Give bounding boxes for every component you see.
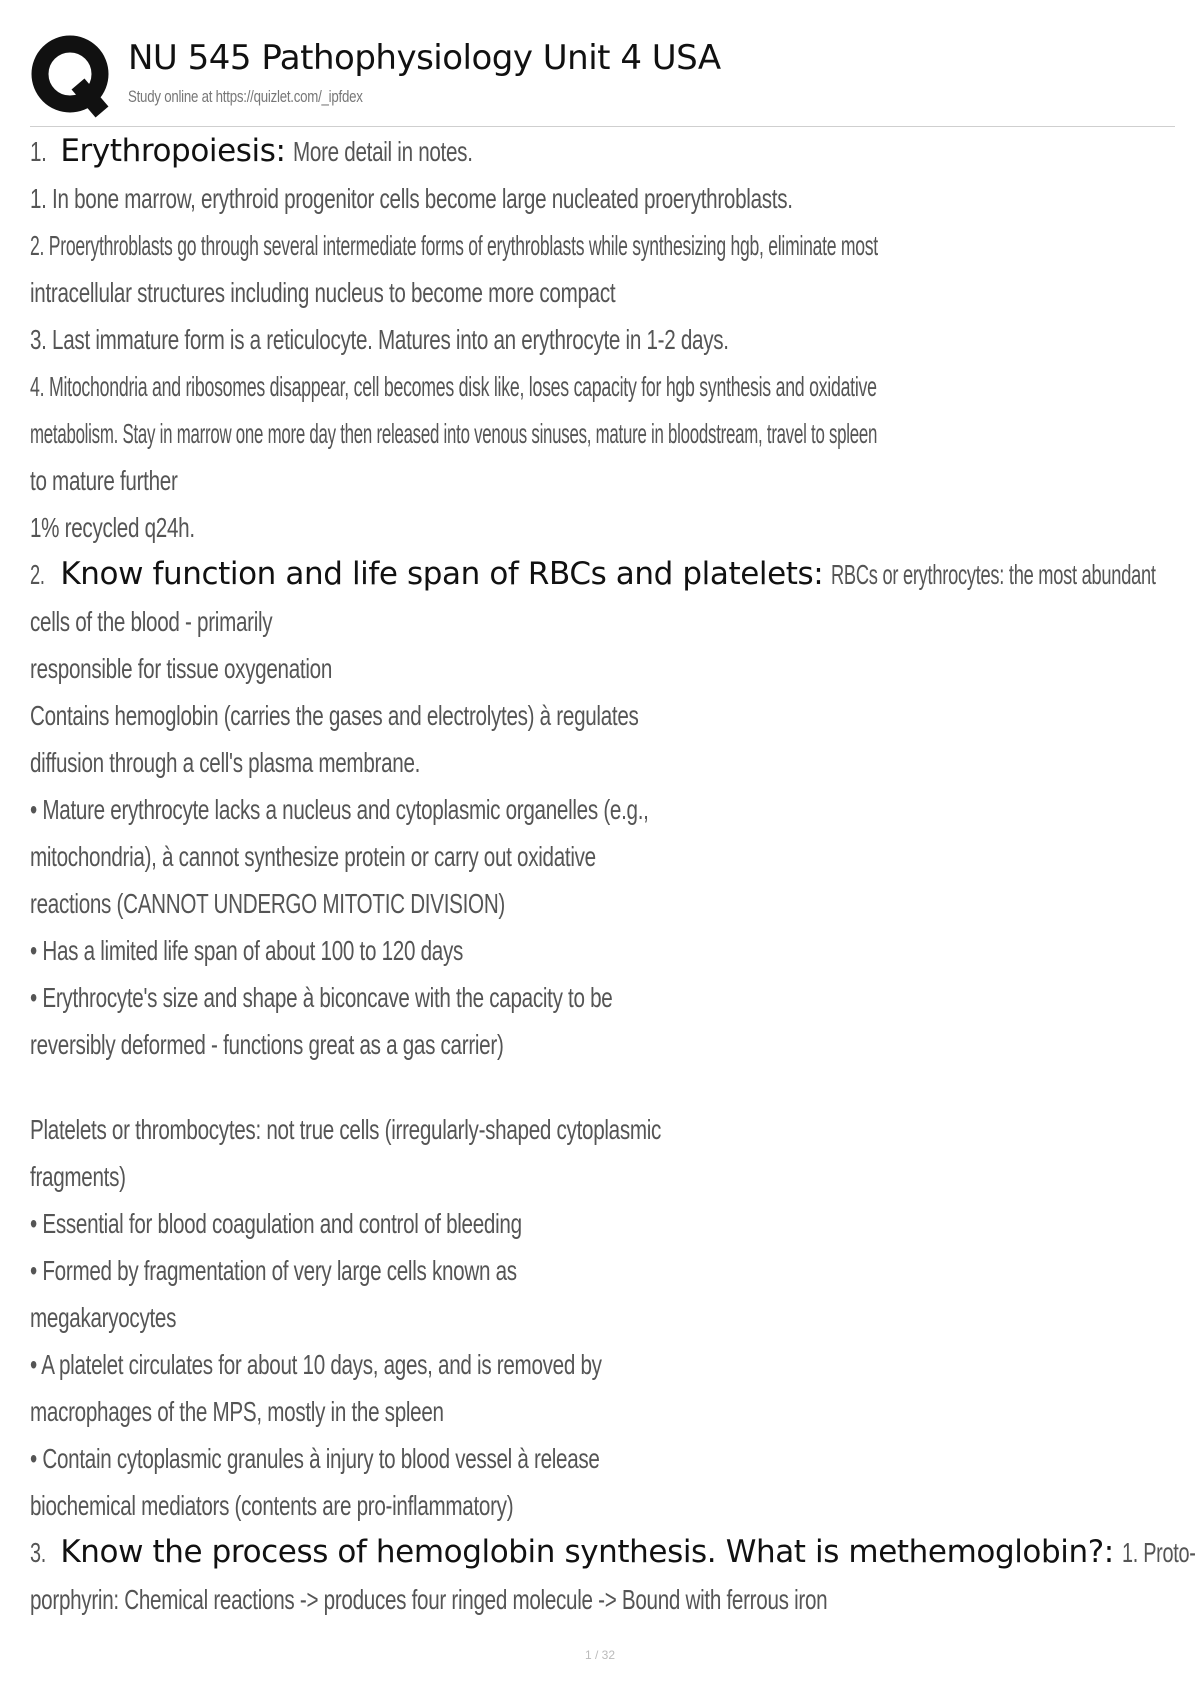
entry-erythropoiesis: [30, 128, 1180, 551]
entry-rbc-platelets: [30, 551, 1180, 1529]
entry-line: metabolism. Stay in marrow one more day then released into venous sinuses, mature in bloodstream, travel to spleen: [30, 418, 878, 449]
flashcard-content: [30, 128, 1196, 1623]
entry-line: • A platelet circulates for about 10 days, ages, and is removed by: [30, 1349, 602, 1380]
entry-line: 4. Mitochondria and ribosomes disappear, cell becomes disk like, loses capacity for hgb synthesis and oxidative: [30, 371, 877, 402]
entry-line: Platelets or thrombocytes: not true cells (irregularly-shaped cytoplasmic: [30, 1114, 662, 1145]
study-online-link[interactable]: Study online at https://quizlet.com/_ipfdex: [128, 87, 363, 106]
entry-hemoglobin-synthesis: [30, 1529, 1196, 1623]
entry-text: RBCs or erythrocytes: the most abundant: [831, 559, 1156, 590]
entry-term: Know function and life span of RBCs and platelets:: [60, 556, 824, 592]
entry-line: 1% recycled q24h.: [30, 512, 195, 543]
entry-line: biochemical mediators (contents are pro-inflammatory): [30, 1490, 514, 1521]
entry-line: responsible for tissue oxygenation: [30, 653, 332, 684]
entry-heading-line: [30, 128, 1180, 175]
entry-line: • Essential for blood coagulation and control of bleeding: [30, 1208, 522, 1239]
entry-line: Contains hemoglobin (carries the gases and electrolytes) à regulates: [30, 700, 639, 731]
entry-number: 1.: [30, 136, 47, 167]
entry-line: 1. In bone marrow, erythroid progenitor cells become large nucleated proerythroblasts.: [30, 183, 793, 214]
entry-line: 3. Last immature form is a reticulocyte. Matures into an erythrocyte in 1-2 days.: [30, 324, 729, 355]
entry-line: • Erythrocyte's size and shape à biconcave with the capacity to be: [30, 982, 613, 1013]
entry-line: fragments): [30, 1161, 126, 1192]
entry-line: to mature further: [30, 465, 178, 496]
entry-line: 2. Proerythroblasts go through several intermediate forms of erythroblasts while synthesizing hgb, eliminate most: [30, 230, 878, 261]
entry-line: megakaryocytes: [30, 1302, 177, 1333]
entry-text: More detail in notes.: [293, 136, 473, 167]
entry-line: cells of the blood - primarily: [30, 606, 273, 637]
entry-heading-line: [30, 551, 1180, 598]
entry-term: Know the process of hemoglobin synthesis. What is methemoglobin?:: [60, 1534, 1114, 1570]
entry-line: reactions (CANNOT UNDERGO MITOTIC DIVISION): [30, 888, 506, 919]
quizlet-logo-icon: [30, 34, 114, 118]
entry-term: Erythropoiesis:: [60, 133, 286, 169]
entry-line: macrophages of the MPS, mostly in the spleen: [30, 1396, 444, 1427]
page-header: [30, 34, 1175, 127]
entry-text: 1. Proto-: [1121, 1537, 1196, 1568]
entry-line: • Has a limited life span of about 100 to 120 days: [30, 935, 463, 966]
entry-line: reversibly deformed - functions great as a gas carrier): [30, 1029, 504, 1060]
entry-heading-line: [30, 1529, 1196, 1576]
entry-number: 3.: [30, 1537, 46, 1568]
entry-line: porphyrin: Chemical reactions -> produces four ringed molecule -> Bound with ferrous iron: [30, 1584, 828, 1615]
entry-line: intracellular structures including nucleus to become more compact: [30, 277, 616, 308]
entry-line: diffusion through a cell's plasma membrane.: [30, 747, 421, 778]
entry-number: 2.: [30, 559, 45, 590]
entry-line: • Formed by fragmentation of very large cells known as: [30, 1255, 517, 1286]
entry-line: • Mature erythrocyte lacks a nucleus and cytoplasmic organelles (e.g.,: [30, 794, 649, 825]
page-number: 1 / 32: [584, 1648, 616, 1662]
page-title: NU 545 Pathophysiology Unit 4 USA: [128, 38, 721, 78]
entry-line: mitochondria), à cannot synthesize protein or carry out oxidative: [30, 841, 596, 872]
entry-line: • Contain cytoplasmic granules à injury to blood vessel à release: [30, 1443, 600, 1474]
paragraph-gap: [30, 1068, 1180, 1106]
